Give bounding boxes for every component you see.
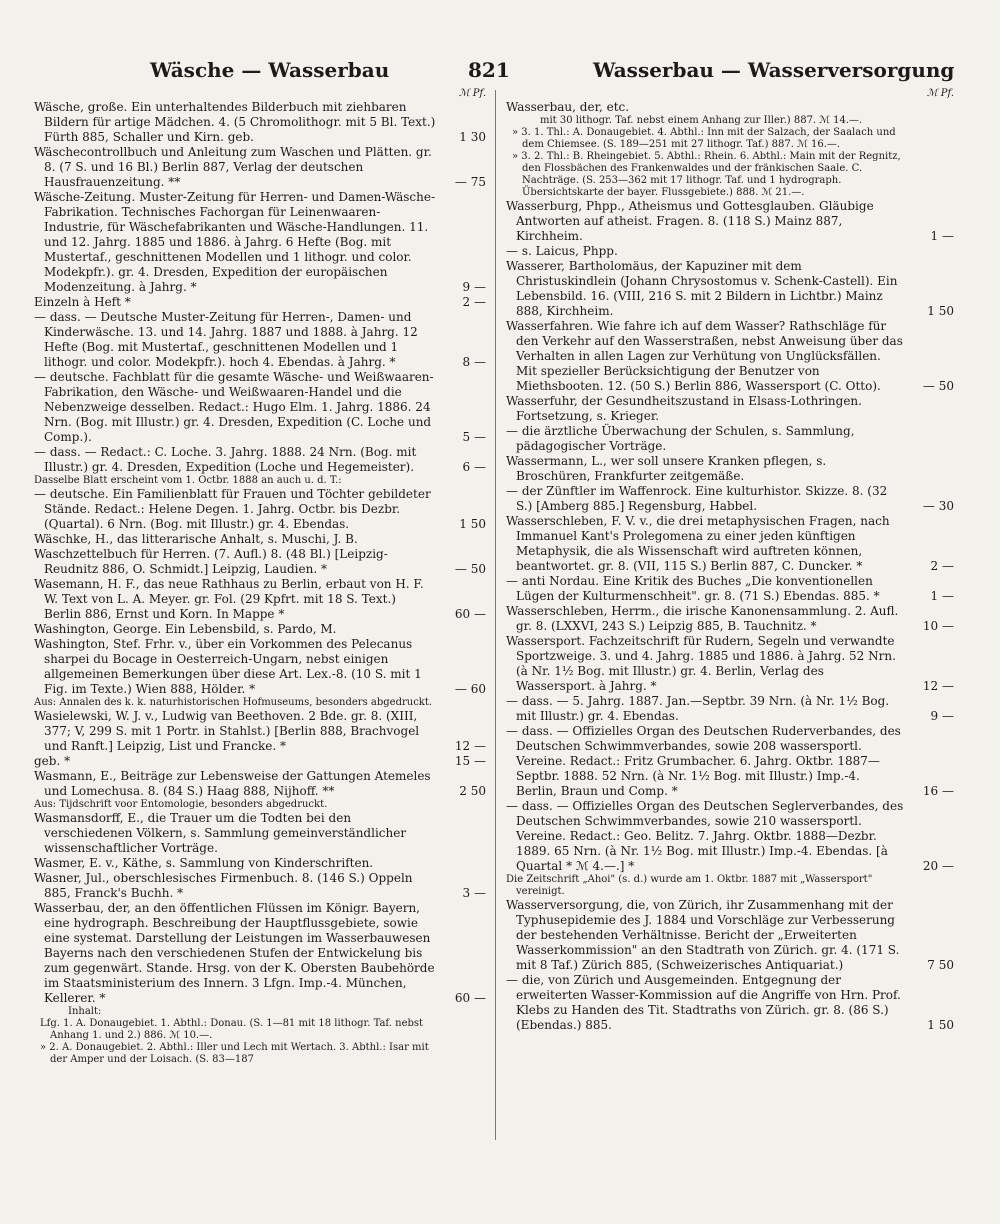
page-header — [0, 58, 1000, 90]
entry-text: Wasmansdorff, E., die Trauer um die Todten bei den verschiedenen Völkern, s. Sammlung gemeinverständlicher wissenschaftlicher Vorträge. — [34, 811, 407, 855]
entry-text: » 2. A. Donaugebiet. 2. Abthl.: Iller und Lech mit Wertach. 3. Abthl.: Isar mit der Amper und der Loisach. (S. 83—187 — [40, 1042, 429, 1065]
running-head-left: Wäsche — Wasserbau — [150, 58, 390, 82]
entry-text: Einzeln à Heft * — [34, 295, 131, 309]
catalog-entry — [34, 532, 486, 547]
entry-price: 10 — — [922, 619, 954, 633]
entry-price: 20 — — [922, 859, 954, 873]
entry-text: — dass. — Offizielles Organ des Deutschen Ruderverbandes, des Deutschen Schwimmverbandes, sowie 208 wassersportl. Vereine. Redact.: Fritz Grumbacher. 6. Jahrg. Oktbr. 1887—Septbr. 1888. 52 Nrn. (à Nr. 1½ Bog. mit Illustr.) Imp.-4. Berlin, Braun und Comp. * — [506, 724, 901, 798]
catalog-entry — [34, 547, 486, 577]
entry-price: 9 — — [462, 280, 486, 294]
catalog-entry — [506, 259, 954, 319]
entry-text: Wasserbau, der, an den öffentlichen Flüssen im Königr. Bayern, eine hydrograph. Beschreibung der Hauptflussgebiete, sowie eine systemat. Darstellung der Leistungen im Wasserbauwesen Bayerns nach den verschiedenen Stufen der Entwickelung bis zum gegenwärt. Stande. Hrsg. von der K. Obersten Baubehörde im Staatsministerium des Innern. 3 Lfgn. Imp.-4. München, Kellerer. * — [34, 901, 435, 1005]
entry-price: 1 50 — [927, 304, 954, 318]
entry-price: 3 — — [462, 886, 486, 900]
catalog-entry — [34, 637, 486, 697]
entry-text: Aus: Tijdschrift voor Entomologie, besonders abgedruckt. — [34, 799, 328, 810]
entry-text: Washington, George. Ein Lebensbild, s. Pardo, M. — [34, 622, 337, 636]
right-column — [506, 88, 954, 1208]
entry-price: 16 — — [922, 784, 954, 798]
catalog-entry — [506, 151, 954, 199]
entry-price: 9 — — [930, 709, 954, 723]
catalog-entry — [506, 514, 954, 574]
catalog-entry — [506, 484, 954, 514]
entry-text: Aus: Annalen des k. k. naturhistorischen Hofmuseums, besonders abgedruckt. — [34, 697, 433, 708]
entry-text: Wasserbau, der, etc. — [506, 100, 630, 114]
entry-text: Wasserschleben, F. V. v., die drei metaphysischen Fragen, nach Immanuel Kant's Prolegomena zu einer jeden künftigen Metaphysik, die als Wissenschaft wird auftreten können, beantwortet. gr. 8. (VII, 115 S.) Berlin 887, C. Duncker. * — [506, 514, 890, 573]
entry-price: 60 — — [454, 991, 486, 1005]
entry-price: 60 — — [454, 607, 486, 621]
entry-text: Wäsche, große. Ein unterhaltendes Bilderbuch mit ziehbaren Bildern für artige Mädchen. 4. (5 Chromolithogr. mit 5 Bl. Text.) Fürth 885, Schaller und Kirn. geb. — [34, 100, 436, 144]
entry-text: — anti Nordau. Eine Kritik des Buches „Die konventionellen Lügen der Kulturmenschheit". gr. 8. (71 S.) Ebendas. 885. * — [506, 574, 880, 603]
entry-price: 7 50 — [927, 958, 954, 972]
catalog-entry — [34, 811, 486, 856]
catalog-entry — [34, 1018, 486, 1042]
entry-text: — deutsche. Fachblatt für die gesamte Wäsche- und Weißwaaren-Fabrikation, den Wäsche- und Weißwaaren-Handel und die Nebenzweige desselben. Redact.: Hugo Elm. 1. Jahrg. 1886. 24 Nrn. (Bog. mit Illustr.) gr. 4. Dresden, Expedition (C. Loche und Comp.). — [34, 370, 434, 444]
entry-text: Wasserburg, Phpp., Atheismus und Gottesglauben. Gläubige Antworten auf atheist. Fragen. 8. (118 S.) Mainz 887, Kirchheim. — [506, 199, 874, 243]
entry-price: 6 — — [462, 460, 486, 474]
entry-text: Wasserschleben, Herrm., die irische Kanonensammlung. 2. Aufl. gr. 8. (LXXVI, 243 S.) Leipzig 885, B. Tauchnitz. * — [506, 604, 899, 633]
entry-text: Wäschke, H., das litterarische Anhalt, s. Muschi, J. B. — [34, 532, 358, 546]
catalog-entry — [506, 724, 954, 799]
entry-text: — deutsche. Ein Familienblatt für Frauen und Töchter gebildeter Stände. Redact.: Helene Degen. 1. Jahrg. Octbr. bis Dezbr. (Quartal). 6 Nrn. (Bog. mit Illustr.) gr. 4. Ebendas. — [34, 487, 431, 531]
right-entry-list — [506, 100, 954, 1033]
entry-text: Wasserversorgung, die, von Zürich, ihr Zusammenhang mit der Typhusepidemie des J. 1884 und Vorschläge zur Verbesserung der bestehenden Verhältnisse. Bericht der „Erweiterten Wasserkommission" an den Stadtrath von Zürich. gr. 4. (171 S. mit 8 Taf.) Zürich 885, (Schweizerisches Antiquariat.) — [506, 898, 900, 972]
catalog-entry — [506, 319, 954, 394]
catalog-entry — [34, 697, 486, 709]
entry-text: Wasmann, E., Beiträge zur Lebensweise der Gattungen Atemeles und Lomechusa. 8. (84 S.) Haag 888, Nijhoff. ** — [34, 769, 431, 798]
catalog-entry — [34, 622, 486, 637]
entry-price: 12 — — [454, 739, 486, 753]
entry-text: Wasielewski, W. J. v., Ludwig van Beethoven. 2 Bde. gr. 8. (XIII, 377; V, 299 S. mit 1 Portr. in Stahlst.) [Berlin 888, Brachvogel und Ranft.] Leipzig, List und Francke. * — [34, 709, 420, 753]
entry-price: 15 — — [454, 754, 486, 768]
entry-text: — dass. — Deutsche Muster-Zeitung für Herren-, Damen- und Kinderwäsche. 13. und 14. Jahrg. 1887 und 1888. à Jahrg. 12 Hefte (Bog. mit Mustertaf., geschnittenen Modellen und 1 lithogr. und color. Modekpfr.). hoch 4. Ebendas. à Jahrg. * — [34, 310, 418, 369]
catalog-entry — [506, 100, 954, 115]
entry-text: Wasner, Jul., oberschlesisches Firmenbuch. 8. (146 S.) Oppeln 885, Franck's Buchh. * — [34, 871, 413, 900]
catalog-entry — [506, 127, 954, 151]
entry-text: — dass. — Redact.: C. Loche. 3. Jahrg. 1888. 24 Nrn. (Bog. mit Illustr.) gr. 4. Dresden, Expedition (Loche und Hegemeister). — [34, 445, 417, 474]
catalog-entry — [34, 1006, 486, 1018]
entry-price: 8 — — [462, 355, 486, 369]
entry-price: 2 — — [462, 295, 486, 309]
entry-text: mit 30 lithogr. Taf. nebst einem Anhang zur Iller.) 887. ℳ 14.—. — [540, 115, 863, 126]
catalog-entry — [34, 370, 486, 445]
price-unit-label: ℳ Pf. — [926, 88, 954, 99]
catalog-entry — [34, 145, 486, 190]
catalog-entry — [506, 634, 954, 694]
entry-price: 1 — — [930, 229, 954, 243]
entry-price: 1 — — [930, 589, 954, 603]
catalog-entry — [34, 577, 486, 622]
catalog-entry — [34, 769, 486, 799]
catalog-entry — [34, 901, 486, 1006]
catalog-entry — [506, 454, 954, 484]
column-divider — [495, 90, 496, 1140]
catalog-entry — [34, 190, 486, 295]
running-head-right: Wasserbau — Wasserversorgung — [593, 58, 955, 82]
left-column — [34, 88, 486, 1208]
catalog-entry — [506, 574, 954, 604]
catalog-entry — [506, 244, 954, 259]
entry-text: Lfg. 1. A. Donaugebiet. 1. Abthl.: Donau. (S. 1—81 mit 18 lithogr. Taf. nebst Anhang 1. und 2.) 886. ℳ 10.—. — [40, 1018, 424, 1041]
entry-text: geb. * — [34, 754, 71, 768]
catalog-entry — [34, 754, 486, 769]
entry-text: Wäsche-Zeitung. Muster-Zeitung für Herren- und Damen-Wäsche-Fabrikation. Technisches Fachorgan für Leinenwaaren-Industrie, für Wäschefabrikanten und Wäsche-Handlungen. 11. und 12. Jahrg. 1885 und 1886. à Jahrg. 6 Hefte (Bog. mit Mustertaf., geschnittenen Modellen und 1 lithogr. und color. Modekpfr.). gr. 4. Dresden, Expedition der europäischen Modenzeitung. à Jahrg. * — [34, 190, 436, 294]
catalog-entry — [506, 694, 954, 724]
entry-text: » 3. 2. Thl.: B. Rheingebiet. 5. Abthl.: Rhein. 6. Abthl.: Main mit der Regnitz, den Flossbächen des Frankenwaldes und der fränkischen Saale. C. Nachträge. (S. 253—362 mit 17 lithogr. Taf. und 1 hydrograph. Übersichtskarte der bayer. Flussgebiete.) 888. ℳ 21.—. — [512, 151, 901, 198]
entry-price: 2 50 — [459, 784, 486, 798]
entry-text: — die ärztliche Überwachung der Schulen, s. Sammlung, pädagogischer Vorträge. — [506, 424, 855, 453]
entry-text: Wasmer, E. v., Käthe, s. Sammlung von Kinderschriften. — [34, 856, 374, 870]
entry-price: — 50 — [922, 379, 954, 393]
entry-text: Wassermann, L., wer soll unsere Kranken pflegen, s. Broschüren, Frankfurter zeitgemäße. — [506, 454, 827, 483]
catalog-entry — [34, 487, 486, 532]
catalog-entry — [506, 898, 954, 973]
entry-text: Dasselbe Blatt erscheint vom 1. Octbr. 1888 an auch u. d. T.: — [34, 475, 342, 486]
entry-text: — dass. — 5. Jahrg. 1887. Jan.—Septbr. 39 Nrn. (à Nr. 1½ Bog. mit Illustr.) gr. 4. Ebendas. — [506, 694, 890, 723]
entry-price: — 75 — [454, 175, 486, 189]
catalog-entry — [34, 295, 486, 310]
entry-text: Inhalt: — [68, 1006, 102, 1017]
entry-text: — der Zünftler im Waffenrock. Eine kulturhistor. Skizze. 8. (32 S.) [Amberg 885.] Regensburg, Habbel. — [506, 484, 888, 513]
entry-text: Wasemann, H. F., das neue Rathhaus zu Berlin, erbaut von H. F. W. Text von L. A. Meyer. gr. Fol. (29 Kpfrt. mit 18 S. Text.) Berlin 886, Ernst und Korn. In Mappe * — [34, 577, 424, 621]
entry-price: — 30 — [922, 499, 954, 513]
entry-text: Wäschecontrollbuch und Anleitung zum Waschen und Plätten. gr. 8. (7 S. und 16 Bl.) Berlin 887, Verlag der deutschen Hausfrauenzeitung. ** — [34, 145, 432, 189]
catalog-entry — [506, 973, 954, 1033]
entry-price: — 60 — [454, 682, 486, 696]
entry-text: Wassersport. Fachzeitschrift für Rudern, Segeln und verwandte Sportzweige. 3. und 4. Jahrg. 1885 und 1886. à Jahrg. 52 Nrn. (à Nr. 1½ Bog. mit Illustr.) gr. 4. Berlin, Verlag des Wassersport. à Jahrg. * — [506, 634, 896, 693]
catalog-entry — [34, 445, 486, 475]
entry-price: 2 — — [930, 559, 954, 573]
catalog-entry — [506, 424, 954, 454]
entry-text: Wasserfuhr, der Gesundheitszustand in Elsass-Lothringen. Fortsetzung, s. Krieger. — [506, 394, 862, 423]
entry-price: 5 — — [462, 430, 486, 444]
entry-text: » 3. 1. Thl.: A. Donaugebiet. 4. Abthl.: Inn mit der Salzach, der Saalach und dem Chiemsee. (S. 189—251 mit 27 lithogr. Taf.) 887. ℳ 16.—. — [512, 127, 896, 150]
entry-text: Wasserfahren. Wie fahre ich auf dem Wasser? Rathschläge für den Verkehr auf den Wasserstraßen, nebst Anweisung über das Verhalten in allen Lagen zur Verhütung von Unglücksfällen. Mit spezieller Berücksichtigung der Benutzer von Miethsbooten. 12. (50 S.) Berlin 886, Wassersport (C. Otto). — [506, 319, 903, 393]
entry-text: — s. Laicus, Phpp. — [506, 244, 618, 258]
entry-text: — die, von Zürich und Ausgemeinden. Entgegnung der erweiterten Wasser-Kommission auf die Angriffe von Hrn. Prof. Klebs zu Handen des Tit. Stadtraths von Zürich. gr. 8. (86 S.) (Ebendas.) 885. — [506, 973, 901, 1032]
price-unit-label: ℳ Pf. — [458, 88, 486, 99]
page-number: 821 — [468, 58, 510, 82]
catalog-entry — [506, 394, 954, 424]
catalog-entry — [34, 709, 486, 754]
entry-price: 1 50 — [459, 517, 486, 531]
entry-price: 1 30 — [459, 130, 486, 144]
entry-price: 1 50 — [927, 1018, 954, 1032]
catalog-entry — [34, 856, 486, 871]
catalog-entry — [506, 799, 954, 874]
catalog-entry — [506, 115, 954, 127]
entry-text: Washington, Stef. Frhr. v., über ein Vorkommen des Pelecanus sharpei du Bocage in Oesterreich-Ungarn, nebst einigen allgemeinen Bemerkungen über diese Art. Lex.-8. (10 S. mit 1 Fig. im Texte.) Wien 888, Hölder. * — [34, 637, 422, 696]
catalog-entry — [34, 100, 486, 145]
left-entry-list — [34, 100, 486, 1066]
entry-price: — 50 — [454, 562, 486, 576]
catalog-entry — [34, 310, 486, 370]
catalog-entry — [506, 874, 954, 898]
entry-price: 12 — — [922, 679, 954, 693]
catalog-entry — [34, 1042, 486, 1066]
catalog-entry — [506, 199, 954, 244]
catalog-entry — [34, 799, 486, 811]
catalog-entry — [506, 604, 954, 634]
catalog-entry — [34, 475, 486, 487]
entry-text: Waschzettelbuch für Herren. (7. Aufl.) 8. (48 Bl.) [Leipzig-Reudnitz 886, O. Schmidt.] Leipzig, Laudien. * — [34, 547, 388, 576]
catalog-entry — [34, 871, 486, 901]
entry-text: Die Zeitschrift „Ahoi" (s. d.) wurde am 1. Oktbr. 1887 mit „Wassersport" vereinigt. — [506, 874, 873, 897]
entry-text: — dass. — Offizielles Organ des Deutschen Seglerverbandes, des Deutschen Schwimmverbandes, sowie 210 wassersportl. Vereine. Redact.: Geo. Belitz. 7. Jahrg. Oktbr. 1888—Dezbr. 1889. 65 Nrn. (à Nr. 1½ Bog. mit Illustr.) Imp.-4. Ebendas. [à Quartal * ℳ 4.—.] * — [506, 799, 904, 873]
entry-text: Wasserer, Bartholomäus, der Kapuziner mit dem Christuskindlein (Johann Chrysostomus v. Schenk-Castell). Ein Lebensbild. 16. (VIII, 216 S. mit 2 Bildern in Lichtbr.) Mainz 888, Kirchheim. — [506, 259, 898, 318]
